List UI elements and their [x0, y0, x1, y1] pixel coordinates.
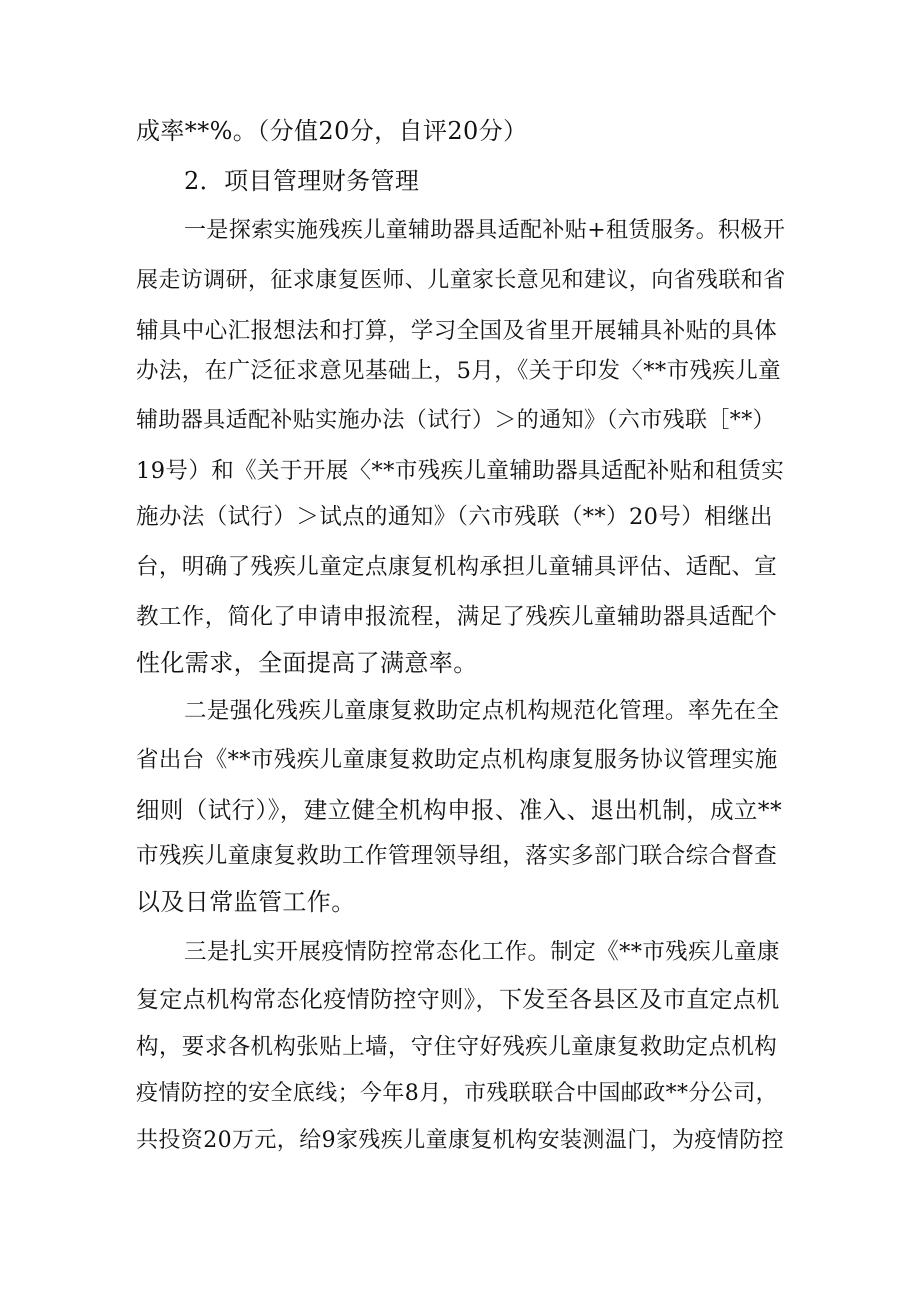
text-line: 性化需求，全面提高了满意率。 [136, 649, 478, 677]
text-line: 教工作，简化了申请申报流程，满足了残疾儿童辅助器具适配个 [136, 604, 778, 630]
text-line: 疫情防控的安全底线；今年8月，市残联联合中国邮政**分公司， [136, 1081, 778, 1106]
text-line: 台，明确了残疾儿童定点康复机构承担儿童辅具评估、适配、宣 [136, 554, 778, 580]
text-line: 展走访调研，征求康复医师、儿童家长意见和建议，向省残联和省 [136, 268, 786, 293]
text-line: 成率**%。（分值20分，自评20分） [136, 117, 528, 145]
text-line: 市残疾儿童康复救助工作管理领导组，落实多部门联合综合督查 [136, 843, 778, 869]
text-line: 共投资20万元，给9家残疾儿童康复机构安装测温门，为疫情防控 [136, 1128, 784, 1153]
text-line: 复定点机构常态化疫情防控守则》，下发至各县区及市直定点机 [136, 987, 780, 1013]
text-line: 施办法（试行）＞试点的通知》（六市残联（**）20号）相继出 [136, 504, 773, 530]
text-line: 辅具中心汇报想法和打算，学习全国及省里开展辅具补贴的具体 [136, 318, 778, 344]
paragraph-first-line: 三是扎实开展疫情防控常态化工作。制定《**市残疾儿童康 [184, 939, 780, 965]
text-line: 19号）和《关于开展〈**市残疾儿童辅助器具适配补贴和租赁实 [136, 458, 785, 484]
text-line: 构，要求各机构张贴上墙，守住守好残疾儿童康复救助定点机构 [136, 1034, 778, 1060]
section-heading: 2．项目管理财务管理 [184, 167, 420, 195]
text-line: 以及日常监管工作。 [136, 888, 356, 916]
paragraph-first-line: 一是探索实施残疾儿童辅助器具适配补贴+租赁服务。积极开 [184, 218, 786, 243]
paragraph-first-line: 二是强化残疾儿童康复救助定点机构规范化管理。率先在全 [184, 698, 780, 724]
text-line: 辅助器具适配补贴实施办法（试行）＞的通知》（六市残联［**） [136, 408, 776, 433]
text-line: 省出台《**市残疾儿童康复救助定点机构康复服务协议管理实施 [136, 747, 778, 773]
text-line: 办法，在广泛征求意见基础上，5月，《关于印发〈**市残疾儿童 [136, 358, 782, 384]
text-line: 细则（试行）》，建立健全机构申报、准入、退出机制，成立** [136, 796, 783, 824]
